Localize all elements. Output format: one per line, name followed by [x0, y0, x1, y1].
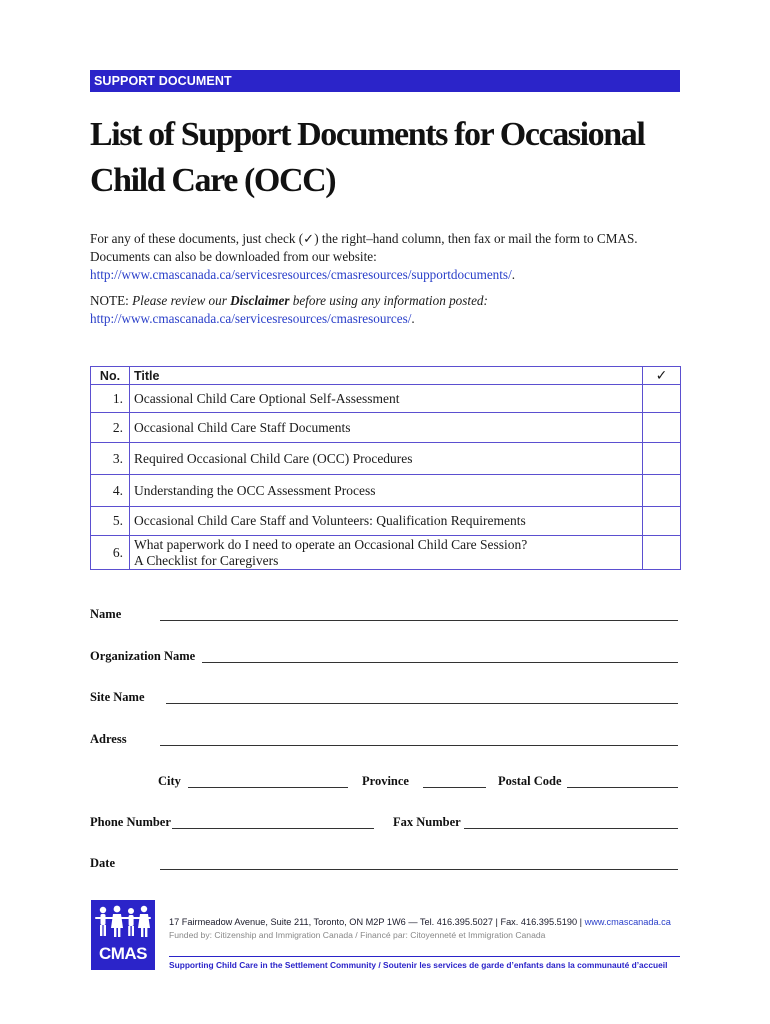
note-italic-after: before using any information posted: [289, 293, 488, 308]
row-checkbox[interactable] [643, 536, 681, 570]
phone-field[interactable] [172, 828, 374, 829]
note-prefix: NOTE: [90, 293, 133, 308]
phone-label: Phone Number [90, 815, 171, 829]
header-title: Title [130, 367, 643, 385]
row-title-line-2: A Checklist for Caregivers [134, 552, 279, 568]
table-row [91, 443, 681, 475]
province-label: Province [362, 774, 409, 788]
row-number: 4. [91, 475, 130, 507]
note-url-suffix: . [411, 311, 415, 326]
row-checkbox[interactable] [643, 385, 681, 413]
table-row [91, 413, 681, 443]
postal-code-label: Postal Code [498, 774, 562, 788]
documents-link[interactable]: http://www.cmascanada.ca/servicesresources/cmasresources/supportdocuments/ [90, 267, 512, 282]
table-header-row [91, 367, 681, 385]
date-field[interactable] [160, 869, 678, 870]
header-no: No. [91, 367, 130, 385]
table-row [91, 536, 681, 570]
intro-paragraph [90, 230, 690, 284]
intro-text-2: Documents can also be downloaded from our website: [90, 249, 377, 264]
row-checkbox[interactable] [643, 507, 681, 536]
table-row [91, 507, 681, 536]
row-title-line-1: What paperwork do I need to operate an Occasional Child Care Session? [134, 536, 528, 552]
organization-field[interactable] [202, 662, 678, 663]
row-checkbox[interactable] [643, 413, 681, 443]
row-number: 2. [91, 413, 130, 443]
row-checkbox[interactable] [643, 443, 681, 475]
site-name-label: Site Name [90, 690, 145, 704]
city-field[interactable] [188, 787, 348, 788]
row-title: Required Occasional Child Care (OCC) Procedures [130, 443, 643, 475]
row-title: Occasional Child Care Staff Documents [130, 413, 643, 443]
page-title [90, 112, 710, 204]
intro-text-1: For any of these documents, just check (✓) the right–hand column, then fax or mail the form to CMAS. [90, 231, 638, 246]
row-checkbox[interactable] [643, 475, 681, 507]
disclaimer-link[interactable]: http://www.cmascanada.ca/servicesresources/cmasresources/ [90, 311, 412, 326]
footer-slogan: Supporting Child Care in the Settlement Community / Soutenir les services de garde d’enfants dans la communauté d’accueil [169, 960, 668, 970]
row-title: Occasional Child Care Staff and Volunteers: Qualification Requirements [130, 507, 643, 536]
row-number: 5. [91, 507, 130, 536]
note-paragraph [90, 292, 690, 328]
fax-field[interactable] [464, 828, 678, 829]
website-link[interactable]: www.cmascanada.ca [584, 917, 671, 927]
section-banner: SUPPORT DOCUMENT [90, 70, 680, 92]
funded-by-text: Funded by: Citizenship and Immigration Canada / Financé par: Citoyenneté et Immigration Canada [169, 930, 546, 940]
address-text: 17 Fairmeadow Avenue, Suite 211, Toronto, ON M2P 1W6 — Tel. 416.395.5027 | Fax. 416.395.5190 | [169, 917, 585, 927]
name-label: Name [90, 607, 122, 621]
intro-url-suffix: . [511, 267, 516, 282]
row-title [130, 536, 643, 570]
row-number: 3. [91, 443, 130, 475]
postal-code-field[interactable] [567, 787, 678, 788]
fax-label: Fax Number [393, 815, 461, 829]
documents-table [90, 366, 681, 570]
date-label: Date [90, 856, 115, 870]
name-field[interactable] [160, 620, 678, 621]
address-label: Adress [90, 732, 127, 746]
row-title: Understanding the OCC Assessment Process [130, 475, 643, 507]
organization-label: Organization Name [90, 649, 196, 663]
title-line-1: List of Support Documents for Occasional [90, 116, 645, 153]
header-check: ✓ [643, 367, 681, 385]
footer-divider [169, 956, 680, 957]
site-name-field[interactable] [166, 703, 678, 704]
logo-text: CMAS [98, 944, 148, 963]
table-row [91, 475, 681, 507]
province-field[interactable] [423, 787, 486, 788]
title-line-2: Child Care (OCC) [90, 162, 336, 199]
disclaimer-text: Disclaimer [230, 293, 290, 308]
address-field[interactable] [160, 745, 678, 746]
row-title: Ocassional Child Care Optional Self-Assessment [130, 385, 643, 413]
children-figures-icon [91, 900, 155, 944]
row-number: 1. [91, 385, 130, 413]
row-number: 6. [91, 536, 130, 570]
footer-address [169, 917, 671, 927]
cmas-logo [91, 900, 155, 970]
table-row [91, 385, 681, 413]
note-italic-before: Please review our [132, 293, 231, 308]
city-label: City [158, 774, 181, 788]
